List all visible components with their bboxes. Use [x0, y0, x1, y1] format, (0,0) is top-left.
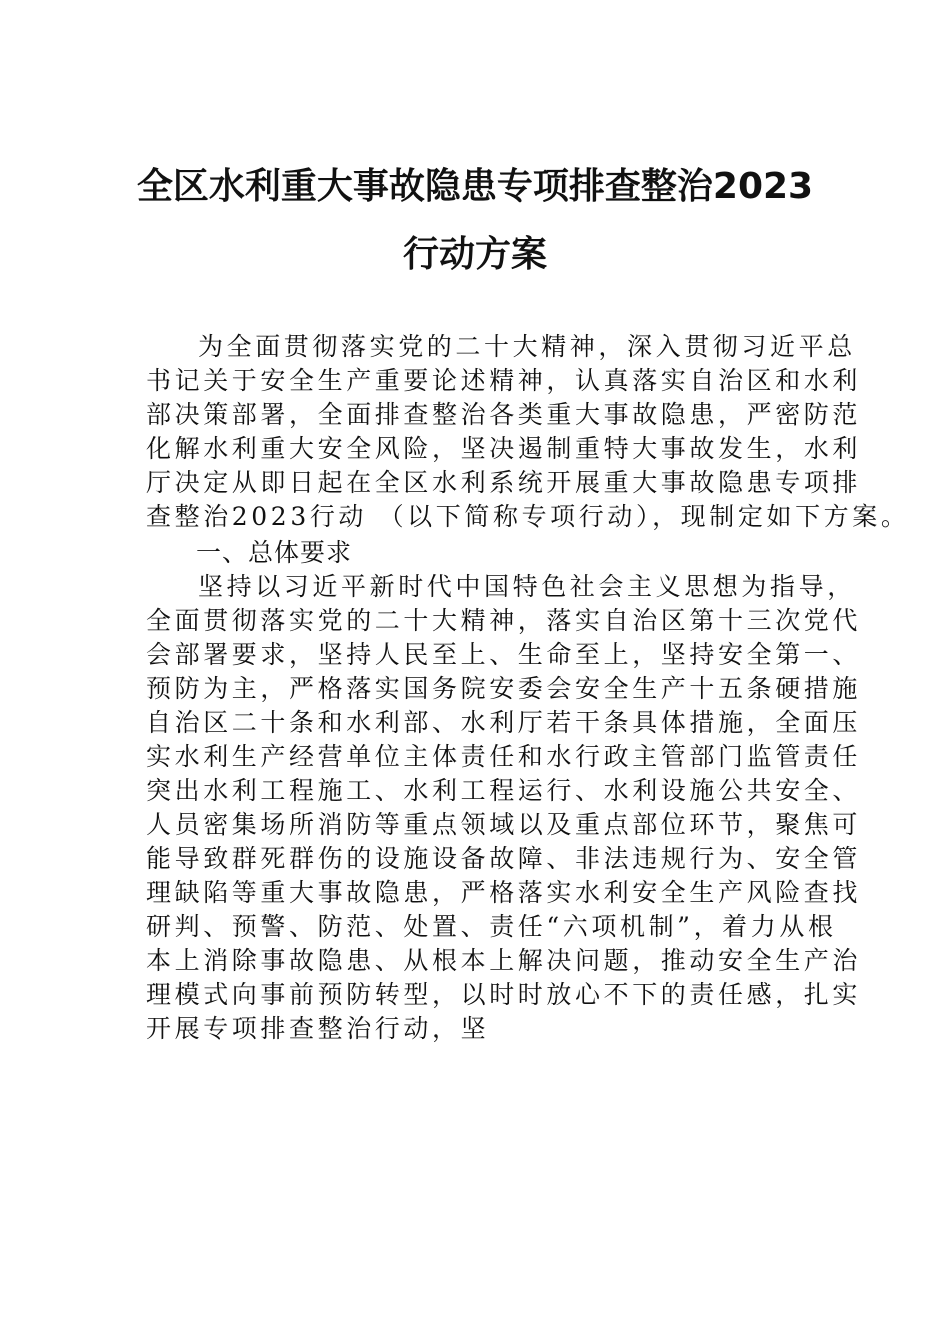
section-heading: [146, 536, 810, 570]
document-title-line-1: 全区水利重大事故隐患专项排查整治2023: [136, 166, 814, 207]
paragraph-line: 查整治2023行动 （以下简称专项行动），现制定如下方案。: [146, 502, 910, 531]
document-title-line-2: 行动方案: [402, 234, 547, 275]
paragraph-line: 理模式向事前预防转型，以时时放心不下的责任感，扎实: [146, 980, 862, 1009]
paragraph-line: 全面贯彻落实党的二十大精神，落实自治区第十三次党代: [146, 606, 862, 635]
paragraph-line: 开展专项排查整治行动，坚: [146, 1014, 490, 1043]
paragraph-line: 本上消除事故隐患、从根本上解决问题，推动安全生产治: [146, 946, 862, 975]
paragraph-line: 厅决定从即日起在全区水利系统开展重大事故隐患专项排: [146, 468, 862, 497]
requirements-paragraph: [146, 570, 862, 1046]
paragraph-line: 预防为主，严格落实国务院安委会安全生产十五条硬措施: [146, 674, 862, 703]
paragraph-line: 突出水利工程施工、水利工程运行、水利设施公共安全、: [146, 776, 862, 805]
paragraph-line: 化解水利重大安全风险，坚决遏制重特大事故发生，水利: [146, 434, 862, 463]
paragraph-line: 理缺陷等重大事故隐患，严格落实水利安全生产风险查找: [146, 878, 862, 907]
paragraph-line: 为全面贯彻落实党的二十大精神，深入贯彻习近平总: [198, 332, 856, 361]
paragraph-line: 部决策部署，全面排查整治各类重大事故隐患，严密防范: [146, 400, 862, 429]
paragraph-line: 书记关于安全生产重要论述精神，认真落实自治区和水利: [146, 366, 862, 395]
section-heading-text: 一、总体要求: [196, 538, 353, 567]
intro-paragraph: [146, 330, 910, 534]
paragraph-line: 实水利生产经营单位主体责任和水行政主管部门监管责任: [146, 742, 862, 771]
paragraph-line: 自治区二十条和水利部、水利厅若干条具体措施，全面压: [146, 708, 862, 737]
paragraph-line: 会部署要求，坚持人民至上、生命至上，坚持安全第一、: [146, 640, 862, 669]
paragraph-line: 人员密集场所消防等重点领域以及重点部位环节，聚焦可: [146, 810, 862, 839]
paragraph-line: 能导致群死群伤的设施设备故障、非法违规行为、安全管: [146, 844, 862, 873]
paragraph-line: 研判、预警、防范、处置、责任“六项机制”，着力从根: [146, 912, 837, 941]
paragraph-line: 坚持以习近平新时代中国特色社会主义思想为指导，: [198, 572, 856, 601]
